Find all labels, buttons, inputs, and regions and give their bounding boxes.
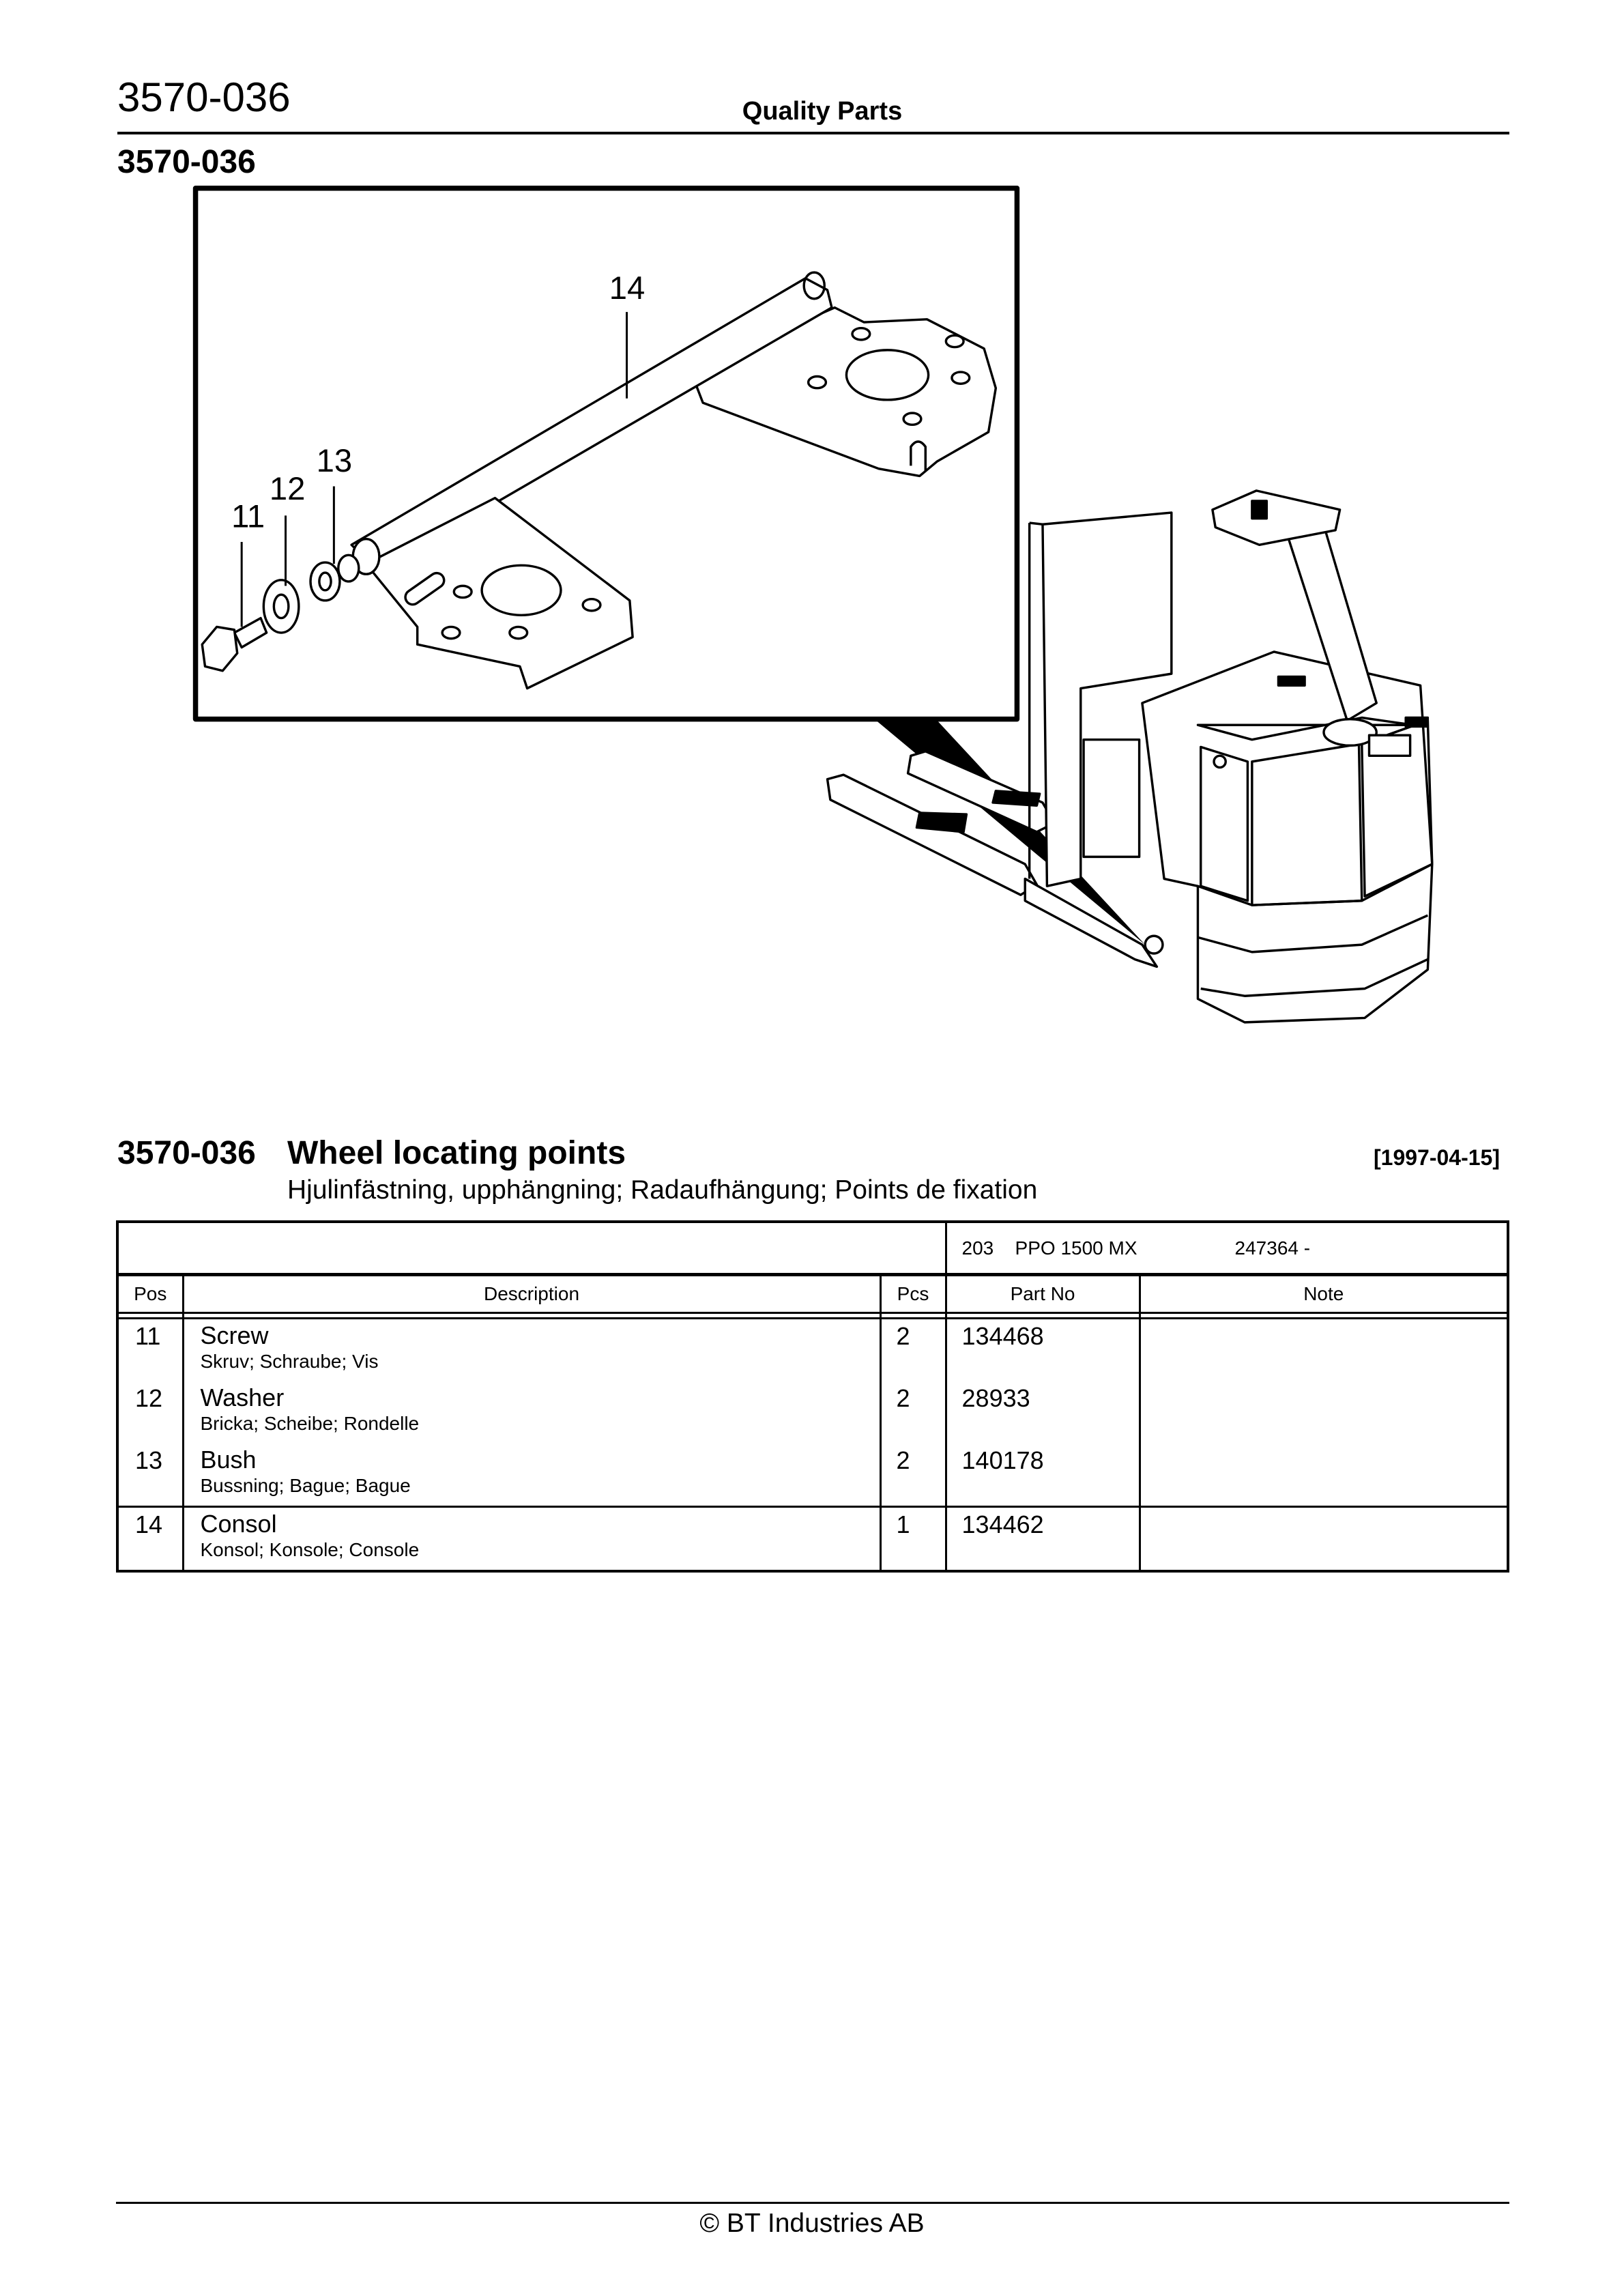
col-description: Description <box>183 1275 880 1313</box>
serial-range: 247364 - <box>1234 1237 1311 1259</box>
part-number: 134468 <box>946 1319 1140 1382</box>
model-row <box>117 1222 1508 1275</box>
table-row: 13 Bush Bussning; Bague; Bague 2 140178 <box>117 1444 1508 1507</box>
col-note: Note <box>1140 1275 1508 1313</box>
part-name: Bush <box>200 1446 257 1474</box>
part-name: Washer <box>200 1383 285 1411</box>
section-number-heading: 3570-036 <box>117 144 256 180</box>
parts-table <box>116 1220 1509 1573</box>
column-headers <box>117 1275 1508 1313</box>
table-row: 12 Washer Bricka; Scheibe; Rondelle 2 28933 <box>117 1381 1508 1444</box>
col-pos: Pos <box>117 1275 183 1313</box>
callout-13: 13 <box>316 442 353 479</box>
part-translations: Konsol; Konsole; Console <box>200 1539 420 1560</box>
part-number: 140178 <box>946 1444 1140 1507</box>
callout-11: 11 <box>231 498 265 535</box>
model-code: 203 <box>961 1237 994 1259</box>
brand-line: Quality Parts <box>742 97 903 126</box>
document-number: 3570-036 <box>117 74 291 120</box>
model-name: PPO 1500 MX <box>1015 1237 1137 1259</box>
part-translations: Skruv; Schraube; Vis <box>200 1351 379 1372</box>
callout-14: 14 <box>609 270 646 306</box>
part-number: 28933 <box>946 1381 1140 1444</box>
col-pcs: Pcs <box>880 1275 946 1313</box>
washer-part-12 <box>263 580 299 633</box>
section-number: 3570-036 <box>117 1135 256 1171</box>
part-translations: Bricka; Scheibe; Rondelle <box>200 1413 420 1434</box>
copyright: © BT Industries AB <box>699 2209 925 2238</box>
part-number: 134462 <box>946 1507 1140 1572</box>
section-title: Wheel locating points <box>287 1135 626 1171</box>
revision-date: [1997-04-15] <box>1374 1145 1500 1170</box>
footer-divider <box>116 2202 1509 2204</box>
table-row: 11 Screw Skruv; Schraube; Vis 2 134468 <box>117 1319 1508 1382</box>
part-name: Screw <box>200 1321 269 1349</box>
table-row: 14 Consol Konsol; Konsole; Console 1 134462 <box>117 1507 1508 1572</box>
callout-12: 12 <box>269 470 306 507</box>
part-translations: Bussning; Bague; Bague <box>200 1475 411 1496</box>
col-part-no: Part No <box>946 1275 1140 1313</box>
exploded-parts-illustration <box>0 0 1624 1092</box>
section-subtitle-translations: Hjulinfästning, upphängning; Radaufhängung; Points de fixation <box>287 1175 1038 1205</box>
part-name: Consol <box>200 1510 277 1538</box>
